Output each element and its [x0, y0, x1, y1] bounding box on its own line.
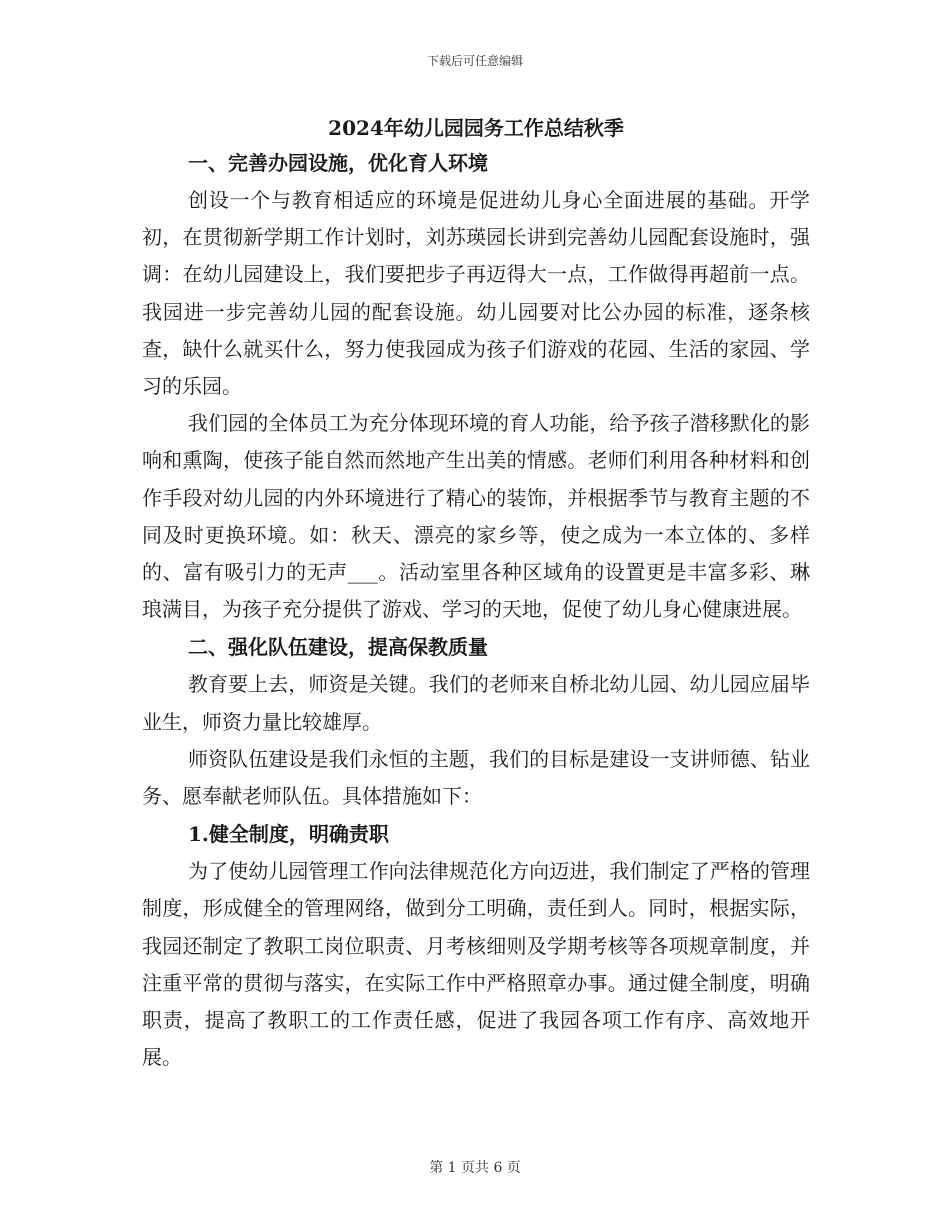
subsection-heading-1: 1.健全制度，明确责职 [188, 822, 389, 847]
section-heading-2: 二、强化队伍建设，提高保教质量 [188, 635, 488, 660]
document-title: 2024年幼儿园园务工作总结秋季 [328, 116, 624, 140]
paragraph-3: 教育要上去，师资是关键。我们的老师来自桥北幼儿园、幼儿园应届毕业生，师资力量比较雄厚。 [142, 672, 810, 734]
header-note: 下载后可任意编辑 [426, 54, 523, 68]
paragraph-2: 我们园的全体员工为充分体现环境的育人功能，给予孩子潜移默化的影响和熏陶，使孩子能自然而然地产生出美的情感。老师们利用各种材料和创作手段对幼儿园的内外环境进行了精心的装饰，并根据季节与教育主题的不同及时更换环境。如：秋天、漂亮的家乡等，使之成为一本立体的、多样的、富有吸引力的无声___。活动室里各种区域角的设置更是丰富多彩、琳琅满目，为孩子充分提供了游戏、学习的天地，促使了幼儿身心健康进展。 [142, 411, 810, 622]
paragraph-1: 创设一个与教育相适应的环境是促进幼儿身心全面进展的基础。开学初，在贯彻新学期工作计划时，刘苏瑛园长讲到完善幼儿园配套设施时，强调：在幼儿园建设上，我们要把步子再迈得大一点，工作做得再超前一点。我园进一步完善幼儿园的配套设施。幼儿园要对比公办园的标准，逐条核查，缺什么就买什么，努力使我园成为孩子们游戏的花园、生活的家园、学习的乐园。 [142, 188, 810, 399]
document-content [142, 112, 810, 1076]
page-number: 第 1 页共 6 页 [429, 1160, 521, 1176]
section-heading-1: 一、完善办园设施，优化育人环境 [188, 151, 488, 175]
paragraph-4: 师资队伍建设是我们永恒的主题，我们的目标是建设一支讲师德、钻业务、愿奉献老师队伍。具体措施如下： [142, 746, 810, 809]
paragraph-5: 为了使幼儿园管理工作向法律规范化方向迈进，我们制定了严格的管理制度，形成健全的管理网络，做到分工明确，责任到人。同时，根据实际，我园还制定了教职工岗位职责、月考核细则及学期考核等各项规章制度，并注重平常的贯彻与落实，在实际工作中严格照章办事。通过健全制度，明确职责，提高了教职工的工作责任感，促进了我园各项工作有序、高效地开展。 [142, 859, 810, 1070]
